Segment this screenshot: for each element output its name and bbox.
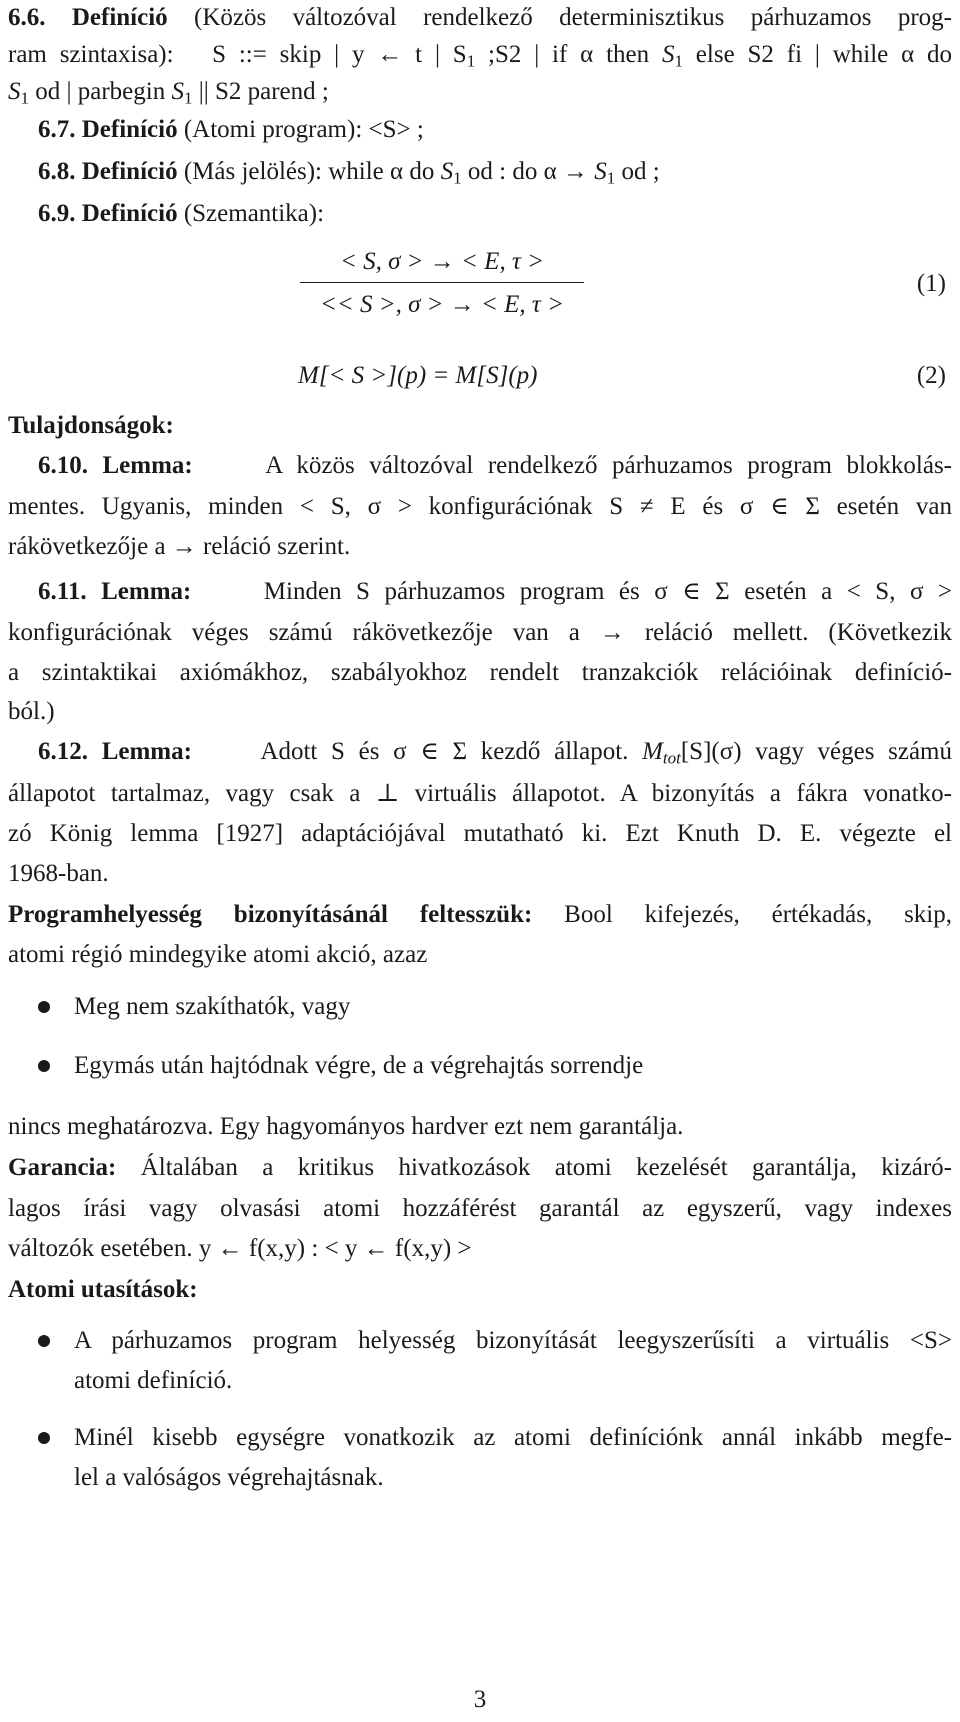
subscript: 1: [466, 51, 476, 71]
lemma-6-12-line-3: zó König lemma [1927] adaptációjával mutatható ki. Ezt Knuth D. E. végezte el: [8, 820, 952, 847]
page-number: 3: [473, 1686, 487, 1713]
prog-line-2: atomi régió mindegyike atomi akció, azaz: [8, 941, 428, 968]
lemma-6-10-number: 6.10. Lemma:: [38, 452, 193, 479]
section-heading-tulajdonsagok: [8, 408, 952, 444]
garancia-bold-label: Garancia:: [8, 1154, 117, 1181]
prog-list-item-1: Meg nem szakíthatók, vagy: [74, 993, 351, 1020]
equation-1-denominator: << S >, σ > → < E, τ >: [319, 291, 565, 318]
equation-1-label: (1): [916, 270, 946, 297]
syntax-part-1: S ::= skip | y ← t | S: [212, 41, 467, 68]
lemma-6-11-number: 6.11. Lemma:: [38, 578, 192, 605]
math-s: S: [171, 78, 184, 105]
bullet-icon: [38, 1060, 50, 1072]
math-s: S: [440, 158, 454, 185]
def-6-7-number: 6.7. Definíció: [38, 116, 178, 143]
syntax-part-5: || S2 parend ;: [192, 78, 329, 105]
prog-list-item-2: Egymás után hajtódnak végre, de a végrehajtás sorrendje: [74, 1052, 644, 1079]
garancia-text: Általában a kritikus hivatkozások atomi kezelését garantálja, kizáró-: [116, 1154, 952, 1181]
lemma-6-11-text: Minden S párhuzamos program és σ ∈ Σ esetén a < S, σ >: [263, 578, 953, 605]
atomi-item-1-line-1: A párhuzamos program helyesség bizonyítását leegyszerűsíti a virtuális <S>: [74, 1327, 952, 1354]
def-6-9-number: 6.9. Definíció: [38, 200, 178, 227]
subscript: 1: [674, 51, 683, 71]
garancia-line-2: lagos írási vagy olvasási atomi hozzáférést garantál az egyszerű, vagy indexes: [8, 1195, 952, 1222]
equation-2-label: (2): [916, 362, 946, 389]
lemma-6-12-text-a: Adott S és σ ∈ Σ kezdő állapot.: [260, 738, 643, 765]
def-6-7: [38, 112, 952, 148]
def-6-8-mid: od : do α →: [461, 158, 595, 185]
def-6-6-line-1: [8, 0, 952, 36]
def-6-6-line-2: [8, 37, 952, 73]
lemma-6-12-text-b: [S](σ) vagy véges számú: [680, 738, 952, 765]
lemma-6-10-line-3: rákövetkezője a → reláció szerint.: [8, 533, 351, 560]
prog-bold-label: Programhelyesség bizonyításánál feltesszük:: [8, 901, 533, 928]
math-m: M: [642, 738, 663, 765]
prog-text: Bool kifejezés, értékadás, skip,: [532, 901, 953, 928]
bullet-icon: [38, 1335, 50, 1347]
def-6-9-text: (Szemantika):: [177, 200, 325, 227]
equation-1-numerator: < S, σ > → < E, τ >: [300, 244, 584, 283]
def-6-7-text: (Atomi program): <S> ;: [177, 116, 424, 143]
bullet-icon: [38, 1432, 50, 1444]
subscript: 1: [606, 168, 616, 188]
lemma-6-12-line-2: állapotot tartalmaz, vagy csak a ⊥ virtuális állapotot. A bizonyítás a fákra vonatko-: [8, 780, 952, 807]
def-6-6-label: ram szintaxisa):: [8, 41, 174, 68]
subscript-tot: tot: [662, 748, 681, 768]
math-s: S: [661, 41, 675, 68]
heading-text: Atomi utasítások:: [8, 1276, 198, 1303]
atomi-item-1-line-2: atomi definíció.: [74, 1367, 233, 1394]
lemma-6-12-line-4: 1968-ban.: [8, 860, 109, 887]
def-6-8-end: od ;: [615, 158, 660, 185]
def-6-6-number: 6.6. Definíció: [8, 4, 168, 31]
lemma-6-12-line-1: [38, 734, 952, 770]
lemma-6-10-text: A közös változóval rendelkező párhuzamos program blokkolás-: [265, 452, 953, 479]
equation-1-fraction: [300, 244, 584, 323]
lemma-6-11-line-3: a szintaktikai axiómákhoz, szabályokhoz rendelt tranzakciók relációinak definíció-: [8, 659, 952, 686]
math-s: S: [8, 78, 21, 105]
syntax-part-3: else S2 fi | while α do: [682, 41, 953, 68]
garancia-line-1: [8, 1150, 952, 1186]
def-6-6-line-3: [8, 74, 952, 110]
equation-2: M[< S >](p) = M[S](p): [298, 362, 538, 389]
lemma-6-10-line-2: mentes. Ugyanis, minden < S, σ > konfigurációnak S ≠ E és σ ∈ Σ esetén van: [8, 493, 952, 520]
subscript: 1: [453, 168, 462, 188]
subscript: 1: [183, 88, 193, 108]
subscript: 1: [20, 88, 29, 108]
def-6-9: [38, 196, 952, 232]
lemma-6-12-number: 6.12. Lemma:: [38, 738, 192, 765]
atomi-item-2-line-2: lel a valóságos végrehajtásnak.: [74, 1464, 384, 1491]
heading-text: Tulajdonságok:: [8, 412, 174, 439]
def-6-6-text: (Közös változóval rendelkező determinisztikus párhuzamos prog-: [167, 4, 952, 31]
syntax-part-4: od | parbegin: [29, 78, 172, 105]
lemma-6-11-line-4: ból.): [8, 698, 55, 725]
def-6-8: [38, 154, 952, 190]
syntax-part-2: ;S2 | if α then: [475, 41, 662, 68]
prog-after-line: nincs meghatározva. Egy hagyományos hardver ezt nem garantálja.: [8, 1113, 684, 1140]
lemma-6-10-line-1: [38, 448, 952, 484]
math-s: S: [594, 158, 607, 185]
lemma-6-11-line-1: [38, 574, 952, 610]
def-6-8-number: 6.8. Definíció: [38, 158, 178, 185]
prog-line-1: [8, 897, 952, 933]
def-6-8-text: (Más jelölés): while α do: [177, 158, 441, 185]
bullet-icon: [38, 1001, 50, 1013]
atomi-item-2-line-1: Minél kisebb egységre vonatkozik az atomi definíciónk annál inkább megfe-: [74, 1424, 952, 1451]
section-heading-atomi: [8, 1272, 952, 1308]
garancia-line-3: változók esetében. y ← f(x,y) : < y ← f(x,y) >: [8, 1235, 472, 1262]
lemma-6-11-line-2: konfigurációnak véges számú rákövetkezője van a → reláció mellett. (Következik: [8, 619, 952, 646]
